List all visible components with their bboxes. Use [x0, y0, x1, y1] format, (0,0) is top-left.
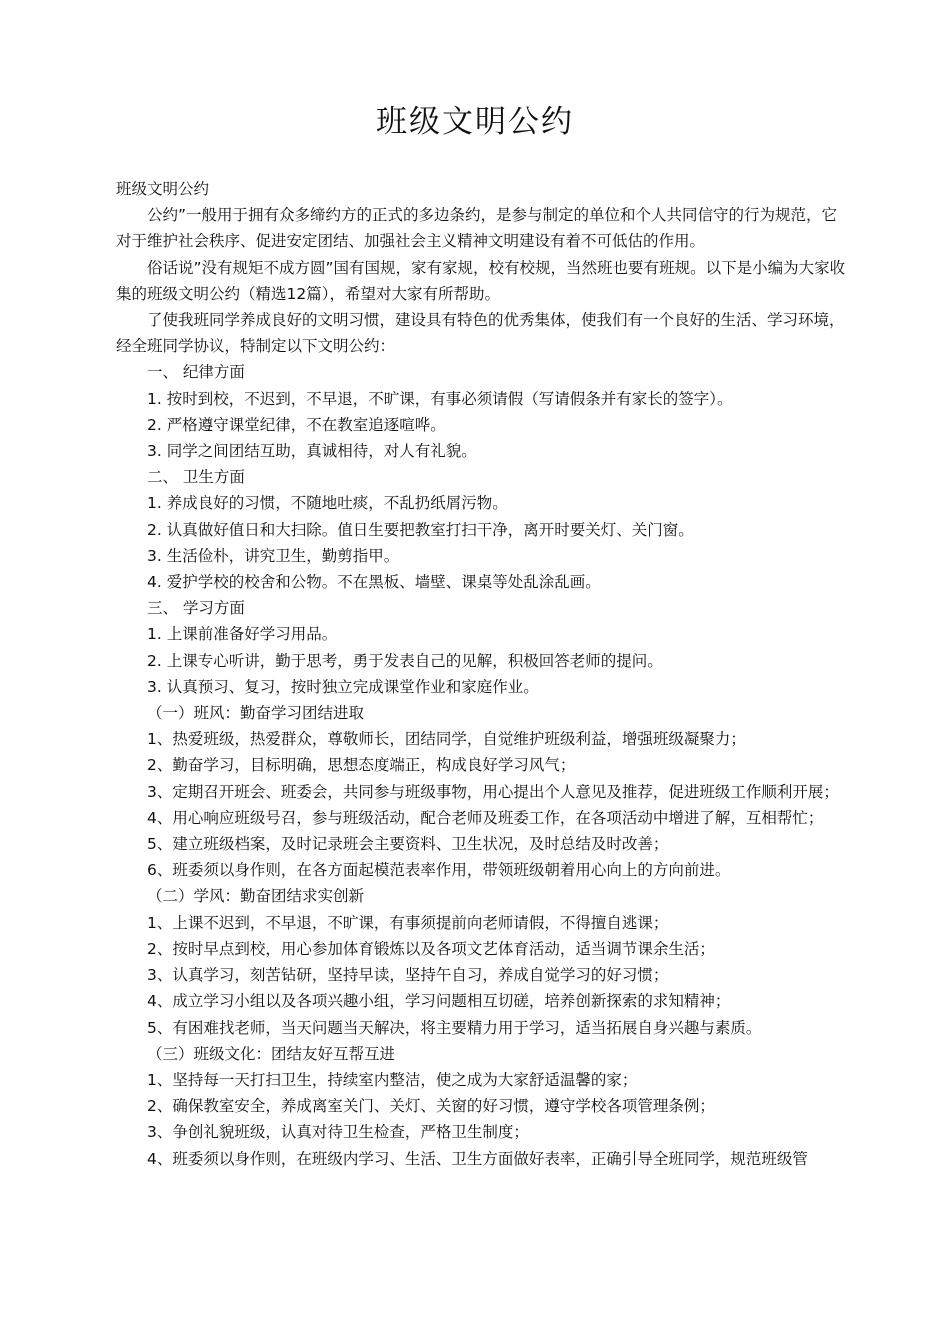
paragraph: 1. 上课前准备好学习用品。 [147, 625, 338, 644]
paragraph: 4、用心响应班级号召，参与班级活动，配合老师及班委工作，在各项活动中增进了解，互相帮忙； [147, 808, 824, 827]
paragraph: 1. 按时到校，不迟到，不早退，不旷课，有事必须请假（写请假条并有家长的签字）。 [147, 389, 733, 408]
paragraph: 1、热爱班级，热爱群众，尊敬师长，团结同学，自觉维护班级利益，增强班级凝聚力； [147, 730, 746, 749]
paragraph: 5、有困难找老师，当天问题当天解决，将主要精力用于学习，适当拓展自身兴趣与素质。 [147, 1018, 762, 1037]
paragraph: 5、建立班级档案，及时记录班会主要资料、卫生状况，及时总结及时改善； [147, 835, 669, 854]
document-title: 班级文明公约 [376, 104, 574, 140]
paragraph: 公约”一般用于拥有众多缔约方的正式的多边条约，是参与制定的单位和个人共同信守的行为规范，它对于维护社会秩序、促进安定团结、加强社会主义精神文明建设有着不可低估的作用。 [116, 206, 838, 251]
paragraph: 3、争创礼貌班级，认真对待卫生检查，严格卫生制度； [147, 1123, 529, 1142]
paragraph: （二）学风：勤奋团结求实创新 [147, 887, 365, 906]
paragraph: 2、确保教室安全，养成离室关门、关灯、关窗的好习惯，遵守学校各项管理条例； [147, 1097, 715, 1116]
paragraph: 6、班委须以身作则，在各方面起模范表率作用，带领班级朝着用心向上的方向前进。 [147, 861, 731, 880]
paragraph: （一）班风：勤奋学习团结进取 [147, 704, 365, 723]
paragraph: 2. 上课专心听讲，勤于思考，勇于发表自己的见解，积极回答老师的提问。 [147, 651, 663, 670]
document-body [116, 176, 851, 1172]
paragraph: 4. 爱护学校的校舍和公物。不在黑板、墙壁、课桌等处乱涂乱画。 [147, 573, 601, 592]
paragraph: 班级文明公约 [116, 180, 210, 198]
paragraph: 了使我班同学养成良好的文明习惯，建设具有特色的优秀集体，使我们有一个良好的生活、学习环境，经全班同学协议，特制定以下文明公约： [116, 311, 845, 356]
paragraph: 2. 认真做好值日和大扫除。值日生要把教室打扫干净，离开时要关灯、关门窗。 [147, 520, 694, 539]
paragraph: 三、 学习方面 [147, 599, 245, 618]
paragraph: 2、勤奋学习，目标明确，思想态度端正，构成良好学习风气； [147, 756, 576, 775]
paragraph: 1. 养成良好的习惯，不随地吐痰，不乱扔纸屑污物。 [147, 494, 508, 513]
paragraph: 1、坚持每一天打扫卫生，持续室内整洁，使之成为大家舒适温馨的家； [147, 1070, 638, 1089]
paragraph: 3、认真学习，刻苦钻研，坚持早读，坚持午自习，养成自觉学习的好习惯； [147, 966, 669, 985]
paragraph: 3、定期召开班会、班委会，共同参与班级事物，用心提出个人意见及推荐，促进班级工作顺利开展； [147, 782, 839, 801]
paragraph: （三）班级文化：团结友好互帮互进 [147, 1044, 396, 1063]
paragraph: 3. 生活俭朴，讲究卫生，勤剪指甲。 [147, 546, 400, 565]
paragraph: 1、上课不迟到，不早退，不旷课，有事须提前向老师请假，不得擅自逃课； [147, 913, 669, 932]
paragraph: 2. 严格遵守课堂纪律，不在教室追逐喧哗。 [147, 415, 446, 434]
paragraph: 4、成立学习小组以及各项兴趣小组，学习问题相互切磋，培养创新探索的求知精神； [147, 992, 731, 1011]
paragraph: 俗话说”没有规矩不成方圆”国有国规，家有家规，校有校规，当然班也要有班规。以下是小编为大家收集的班级文明公约（精选12篇），希望对大家有所帮助。 [116, 258, 846, 303]
paragraph: 3. 认真预习、复习，按时独立完成课堂作业和家庭作业。 [147, 677, 539, 696]
paragraph: 一、 纪律方面 [147, 363, 245, 382]
paragraph: 二、 卫生方面 [147, 468, 245, 487]
paragraph: 2、按时早点到校，用心参加体育锻炼以及各项文艺体育活动，适当调节课余生活； [147, 939, 715, 958]
paragraph: 3. 同学之间团结互助，真诚相待，对人有礼貌。 [147, 442, 477, 461]
paragraph: 4、班委须以身作则，在班级内学习、生活、卫生方面做好表率，正确引导全班同学，规范班级管 [147, 1149, 808, 1168]
